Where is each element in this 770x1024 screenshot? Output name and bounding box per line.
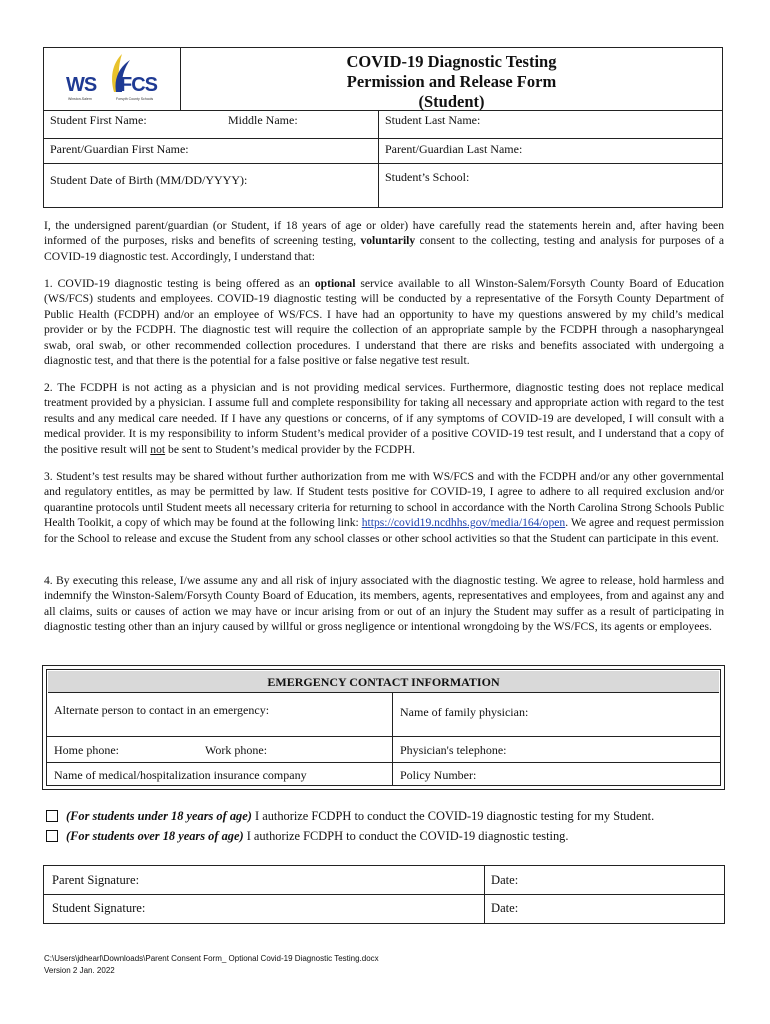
middle-name-field[interactable]: Middle Name: xyxy=(228,113,298,127)
student-first-name-field[interactable]: Student First Name: xyxy=(50,113,147,127)
student-date-field[interactable]: Date: xyxy=(491,901,519,915)
footer-file-path: C:\Users\jdhearl\Downloads\Parent Consent Form_ Optional Covid-19 Diagnostic Testing.docx xyxy=(44,954,379,963)
parent-date-field[interactable]: Date: xyxy=(491,873,519,887)
work-phone-field[interactable]: Work phone: xyxy=(205,743,268,757)
student-last-name-field[interactable]: Student Last Name: xyxy=(385,113,481,127)
signature-row-divider xyxy=(43,894,725,895)
paragraph-2 xyxy=(44,380,724,457)
under-18-label: (For students under 18 years of age) xyxy=(66,809,252,823)
under-18-checkbox[interactable] xyxy=(46,810,58,822)
logo-fcs-text: FCS xyxy=(120,74,157,96)
emergency-column-divider xyxy=(392,693,393,786)
over-18-label: (For students over 18 years of age) xyxy=(66,829,244,843)
signature-column-divider xyxy=(484,865,485,924)
family-physician-field[interactable]: Name of family physician: xyxy=(400,705,529,719)
paragraph-3 xyxy=(44,469,724,546)
authorization-under-18 xyxy=(46,809,654,824)
logo-ws-text: WS xyxy=(66,74,97,96)
student-school-field[interactable]: Student’s School: xyxy=(385,170,470,184)
para3-text-2: . We agree and request permission for the School to release and excuse the Student from any school classes or other school activities so that the Student can participate in this event. xyxy=(44,516,724,545)
alternate-person-field[interactable]: Alternate person to contact in an emergency: xyxy=(54,703,270,717)
para2-text-2: be sent to Student’s medical provider by the FCDPH. xyxy=(168,442,415,456)
intro-text-1: I, the undersigned parent/guardian (or Student, if 18 years of age or older) have carefully read the statements herein and, after having been informed of the purposes, risks and benefits of screening testing, xyxy=(44,219,724,248)
insurance-company-field[interactable]: Name of medical/hospitalization insurance company xyxy=(54,768,307,782)
student-signature-field[interactable]: Student Signature: xyxy=(52,901,146,915)
emergency-row-divider-2 xyxy=(46,762,721,763)
intro-paragraph xyxy=(44,218,724,264)
paragraph-1 xyxy=(44,276,724,368)
para1-text-2: service available to all Winston-Salem/Forsyth County Board of Education (WS/FCS) students and employees. COVID-19 diagnostic testing will be conducted by a representative of the Forsyth County Department of Public Health (FCDPH) and/or an employee of WS/FCS. I have had an opportunity to have my questions answered by my child’s medical provider or by the FCDPH. The diagnostic test will require the collection of an appropriate sample by the FCDPH through a nasopharyngeal swab, oral swab, or other recommended collection procedures. I understand that there are risks and benefits associated with undergoing a diagnostic test, and that there is the potential for a false positive or false negative test result. xyxy=(44,277,725,368)
title-line-1: COVID-19 Diagnostic Testing xyxy=(346,52,557,71)
parent-first-name-field[interactable]: Parent/Guardian First Name: xyxy=(50,142,189,156)
logo-tagline-left: Winston-Salem xyxy=(68,97,92,101)
title-line-2: Permission and Release Form xyxy=(346,72,557,91)
emergency-row-divider-1 xyxy=(46,736,721,737)
para2-text-1: 2. The FCDPH is not acting as a physician and is not providing medical services. Furthermore, diagnostic testing does not replace medical treatment provided by a physician. I assume full and complete responsibility for taking all necessary and appropriate action with regard to the test results and any medical care needed. If I have any questions or concerns, of if any symptoms of COVID-19 are developed, I will consult with a medical provider. It is my responsibility to inform Student’s medical provider of a positive COVID-19 test result, and I understand that a copy of the positive result will xyxy=(44,381,724,456)
policy-number-field[interactable]: Policy Number: xyxy=(400,768,477,782)
wsfcs-logo xyxy=(60,50,170,106)
physician-phone-field[interactable]: Physician's telephone: xyxy=(400,743,507,757)
para2-not: not xyxy=(150,442,166,456)
row-divider-2 xyxy=(43,138,723,139)
toolkit-link[interactable]: https://covid19.ncdhhs.gov/media/164/open xyxy=(361,516,566,530)
emergency-heading: EMERGENCY CONTACT INFORMATION xyxy=(48,671,719,693)
home-phone-field[interactable]: Home phone: xyxy=(54,743,119,757)
parent-signature-field[interactable]: Parent Signature: xyxy=(52,873,140,887)
footer-version: Version 2 Jan. 2022 xyxy=(44,966,115,975)
para1-optional: optional xyxy=(314,277,356,290)
intro-voluntarily: voluntarily xyxy=(360,234,416,248)
row-divider-3 xyxy=(43,163,723,164)
student-dob-field[interactable]: Student Date of Birth (MM/DD/YYYY): xyxy=(50,173,248,187)
logo-tagline-right: Forsyth County Schools xyxy=(116,97,154,101)
paragraph-4 xyxy=(44,573,724,635)
authorization-over-18 xyxy=(46,829,568,844)
intro-text-2: consent to the collecting, testing and analysis for purposes of a COVID-19 diagnostic test. Accordingly, I understand that: xyxy=(44,234,724,263)
parent-last-name-field[interactable]: Parent/Guardian Last Name: xyxy=(385,142,523,156)
column-divider xyxy=(378,110,379,208)
title-line-3: (Student) xyxy=(418,92,485,111)
over-18-text: I authorize FCDPH to conduct the COVID-19 diagnostic testing. xyxy=(246,829,569,843)
para4-text: 4. By executing this release, I/we assume any and all risk of injury associated with the diagnostic testing. We agree to release, hold harmless and indemnify the Winston-Salem/Forsyth County Board of Education, its members, agents, representatives and employees, from and against any and all claims, suits or causes of action we may have or incur arising from or out of an injury the Student may suffer as a result of participating in diagnostic testing other than an injury caused by willful or gross negligence or intentional wrongdoing by the WS/FCS, its agents or employees. xyxy=(44,574,724,634)
para1-text-1: 1. COVID-19 diagnostic testing is being offered as an xyxy=(44,277,310,290)
form-title xyxy=(180,52,723,112)
para3-text-1: 3. Student’s test results may be shared without further authorization from me with WS/FCS and with the FCDPH and/or any other governmental and regulatory entitles, as may be permitted by law. If Student tests positive for COVID-19, I agree to adhere to all required exclusion and/or quarantine protocols until Student meets all necessary criteria for returning to school in accordance with the North Carolina Strong Schools Public Health Toolkit, a copy of which may be found at the following link: xyxy=(44,470,724,530)
over-18-checkbox[interactable] xyxy=(46,830,58,842)
under-18-text: I authorize FCDPH to conduct the COVID-19 diagnostic testing for my Student. xyxy=(254,809,655,823)
